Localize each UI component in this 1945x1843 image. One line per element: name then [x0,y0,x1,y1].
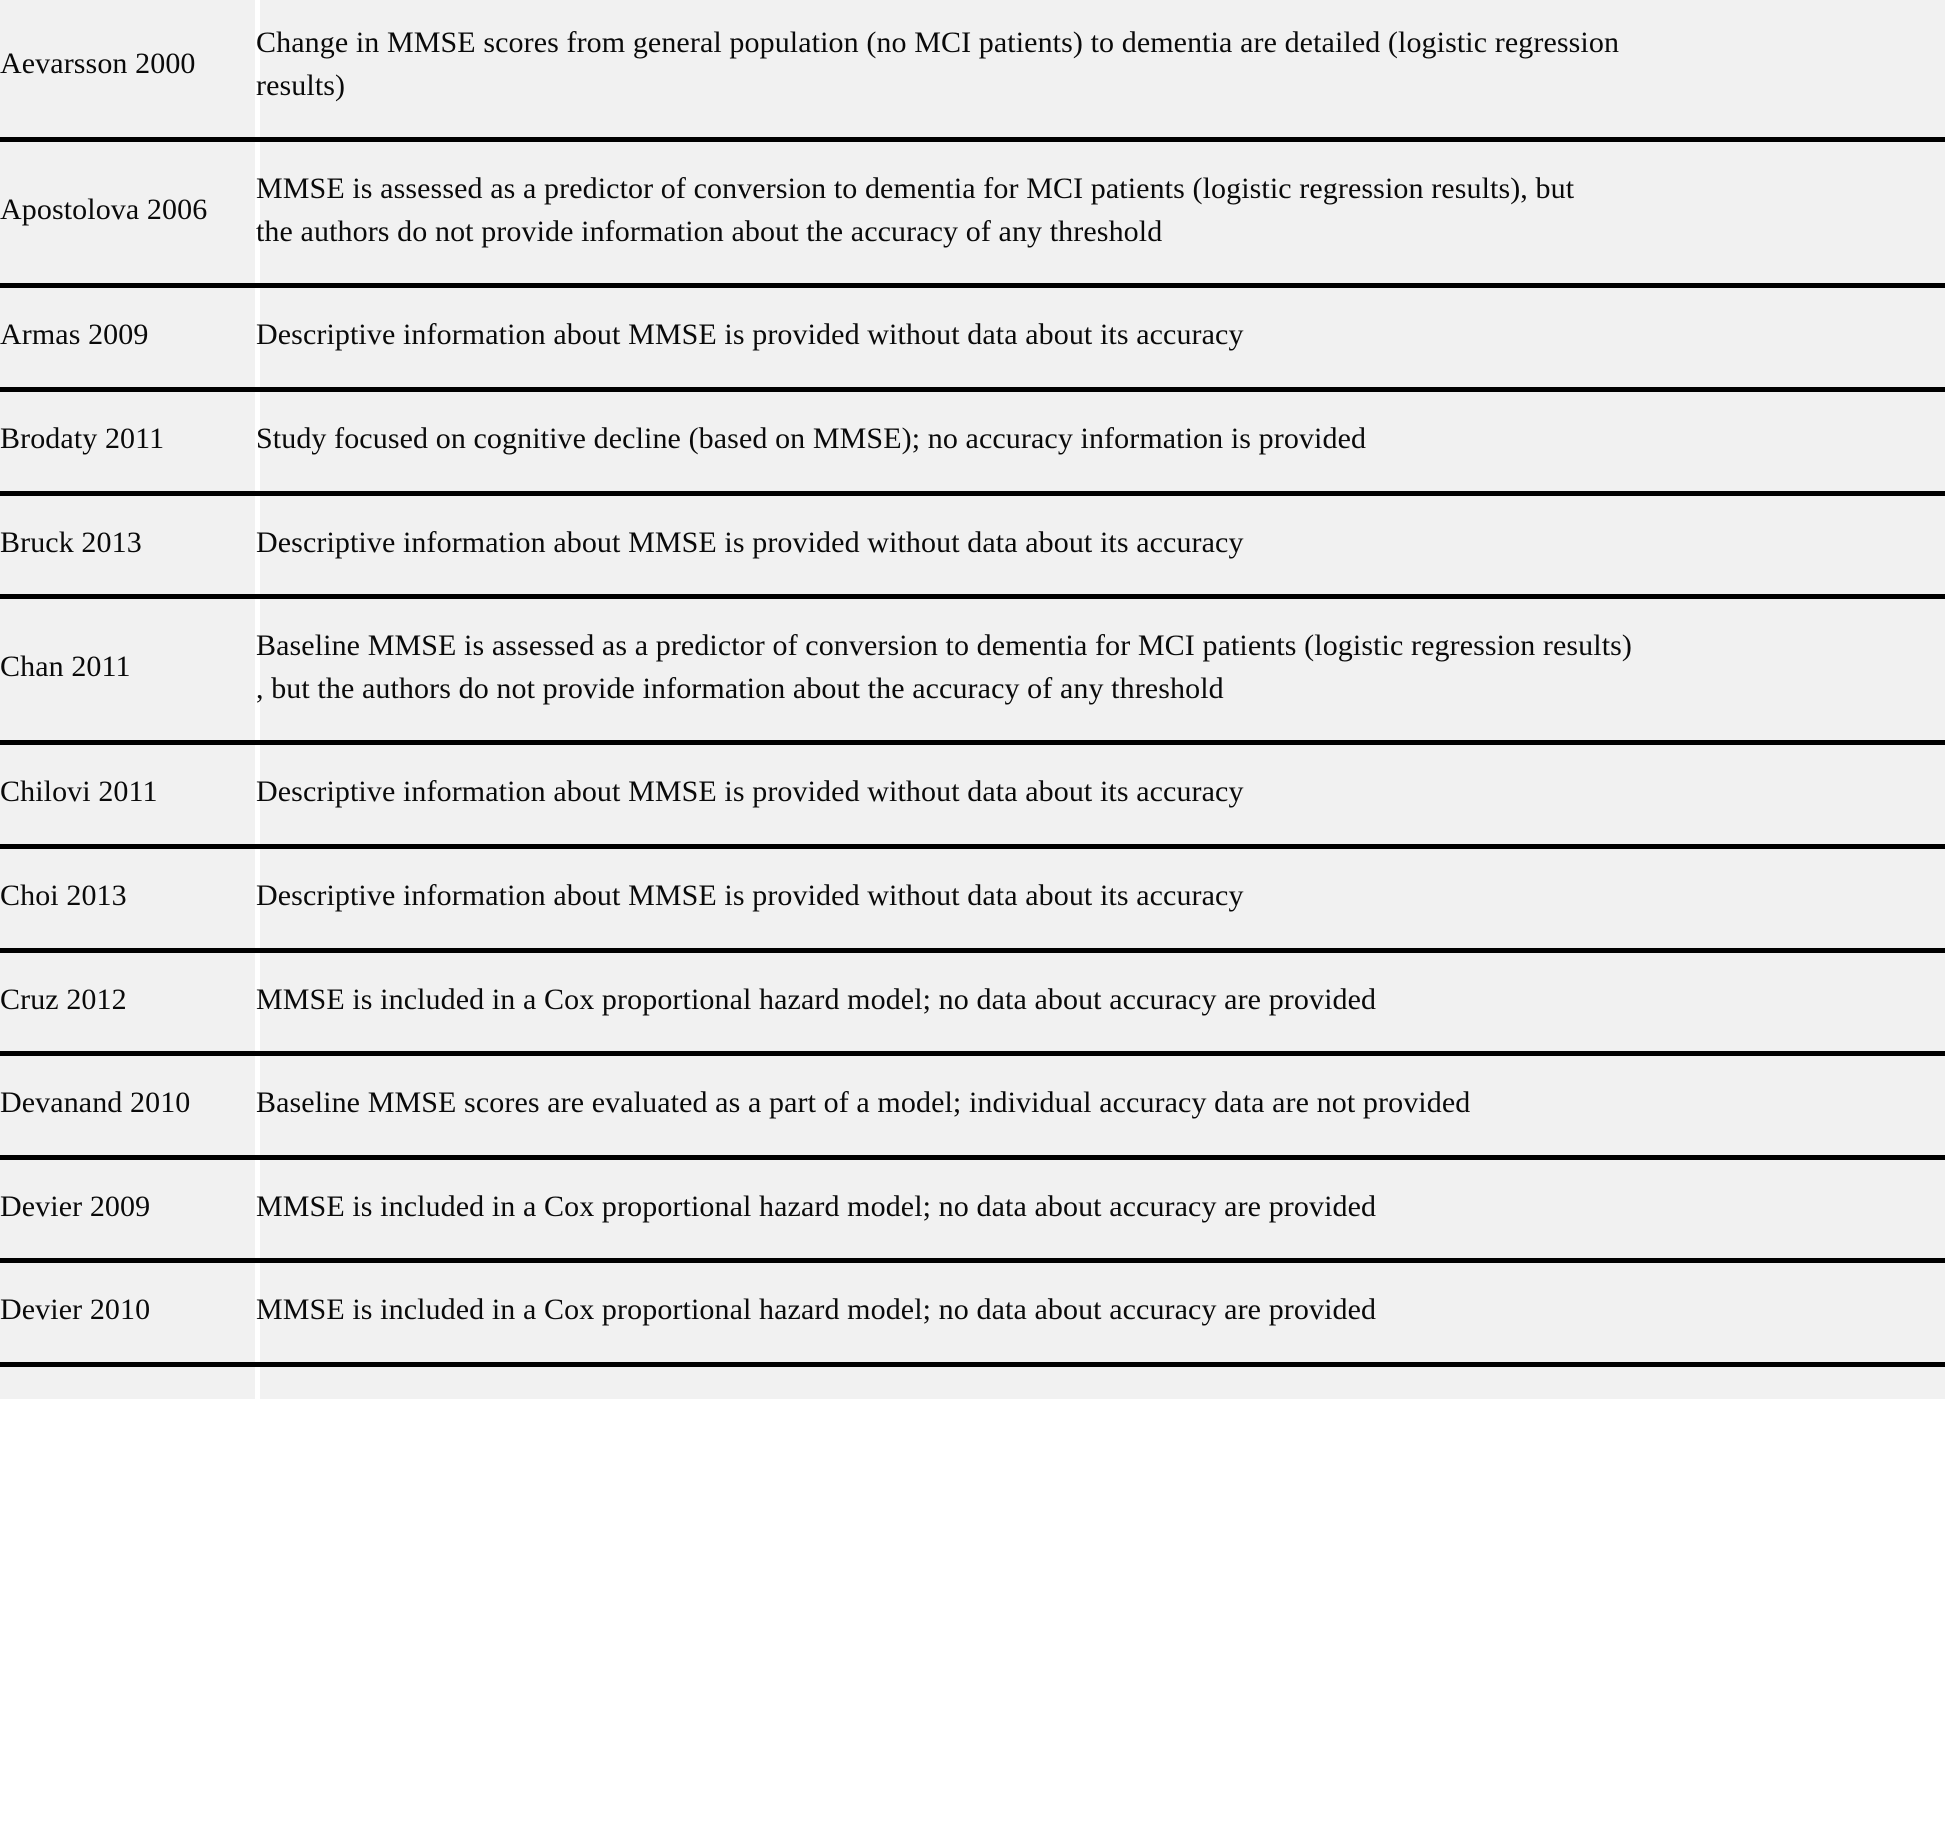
study-cell [0,0,256,140]
table-row [0,1157,1945,1261]
reason-text-line: Descriptive information about MMSE is provided without data about its accuracy [256,775,1244,809]
study-label: Brodaty 2011 [0,421,165,455]
study-label: Cruz 2012 [0,982,127,1016]
reason-cell [256,1157,1945,1261]
page-trailing-whitespace [0,1399,1945,1843]
study-label: Devanand 2010 [0,1086,191,1120]
study-cell [0,950,256,1054]
reason-text [256,979,1945,1022]
reason-text [256,22,1945,107]
reason-cell [256,140,1945,286]
study-label: Chilovi 2011 [0,775,158,809]
study-cell [0,743,256,847]
reason-text-line: MMSE is included in a Cox proportional hazard model; no data about accuracy are provided [256,1189,1377,1223]
reason-cell [256,743,1945,847]
reason-text [256,625,1945,710]
reason-text-line: MMSE is assessed as a predictor of conversion to dementia for MCI patients (logistic regression results), but [256,172,1575,206]
study-label: Devier 2009 [0,1189,151,1223]
reason-cell [256,1261,1945,1365]
study-label: Devier 2010 [0,1293,151,1327]
table-row [0,389,1945,493]
reason-text [256,1186,1945,1229]
reason-text-line: the authors do not provide information about the accuracy of any threshold [256,214,1163,248]
table-row [0,950,1945,1054]
reason-cell [256,597,1945,743]
reason-text-line: MMSE is included in a Cox proportional hazard model; no data about accuracy are provided [256,1293,1377,1327]
reason-cell [256,389,1945,493]
reason-text [256,771,1945,814]
table-row [0,597,1945,743]
reason-text-line: Descriptive information about MMSE is provided without data about its accuracy [256,525,1244,559]
study-cell [0,597,256,743]
reason-cell [256,846,1945,950]
study-cell [0,286,256,390]
reason-text [256,418,1945,461]
study-label: Apostolova 2006 [0,193,208,227]
reason-text-line: results) [256,68,346,102]
table-row [0,743,1945,847]
table-row [0,0,1945,140]
reason-text-line: , but the authors do not provide information about the accuracy of any threshold [256,671,1224,705]
table-row [0,493,1945,597]
reason-text-line: Study focused on cognitive decline (based on MMSE); no accuracy information is provided [256,421,1367,455]
table-row [0,286,1945,390]
reason-text-line: MMSE is included in a Cox proportional hazard model; no data about accuracy are provided [256,982,1377,1016]
reason-text-line: Baseline MMSE scores are evaluated as a part of a model; individual accuracy data are not provided [256,1086,1471,1120]
table-row [0,1054,1945,1158]
reason-text [256,314,1945,357]
table-row [0,1261,1945,1365]
study-cell [0,493,256,597]
study-label: Armas 2009 [0,318,149,352]
study-cell [0,389,256,493]
reason-text-line: Descriptive information about MMSE is provided without data about its accuracy [256,878,1244,912]
table-row [0,846,1945,950]
reason-text-line: Descriptive information about MMSE is provided without data about its accuracy [256,318,1244,352]
study-cell [0,1054,256,1158]
reason-cell [256,950,1945,1054]
reason-cell [256,1054,1945,1158]
study-label: Chan 2011 [0,650,131,684]
study-label: Aevarsson 2000 [0,47,196,81]
study-cell [0,1157,256,1261]
study-label: Choi 2013 [0,878,127,912]
table-row [0,140,1945,286]
study-cell [0,140,256,286]
reason-text-line: Change in MMSE scores from general population (no MCI patients) to dementia are detailed (logistic regression [256,26,1620,59]
reason-text [256,875,1945,918]
reason-cell [256,493,1945,597]
reason-text [256,522,1945,565]
study-label: Bruck 2013 [0,525,142,559]
reason-cell [256,286,1945,390]
reason-text [256,1289,1945,1332]
study-cell [0,1261,256,1365]
reason-text [256,1082,1945,1125]
reason-text-line: Baseline MMSE is assessed as a predictor of conversion to dementia for MCI patients (logistic regression results) [256,629,1633,663]
study-cell [0,846,256,950]
reason-text [256,168,1945,253]
reason-cell [256,0,1945,140]
